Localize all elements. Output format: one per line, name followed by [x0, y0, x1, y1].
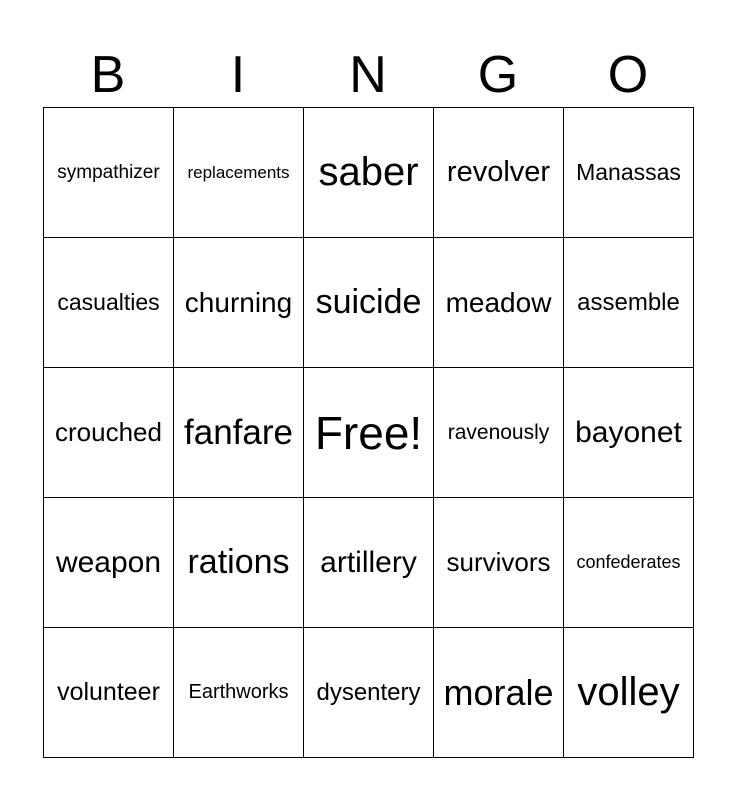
cell-label: dysentery — [316, 678, 421, 706]
cell-label: assemble — [577, 288, 680, 316]
bingo-cell — [564, 628, 694, 758]
cell-label: revolver — [446, 156, 551, 188]
cell-label: crouched — [55, 417, 162, 447]
header-letter-o: O — [607, 46, 649, 104]
bingo-cell — [44, 628, 174, 758]
free-space-label: Free! — [314, 406, 423, 459]
header-letter-b: B — [90, 46, 126, 104]
cell-label: churning — [184, 286, 293, 318]
cell-label: casualties — [57, 289, 160, 315]
bingo-cell — [564, 368, 694, 498]
cell-label: Earthworks — [188, 681, 289, 703]
cell-label: volley — [577, 670, 680, 714]
bingo-card-grid — [43, 107, 694, 758]
cell-label: volunteer — [57, 678, 160, 706]
bingo-cell — [434, 238, 564, 368]
bingo-cell — [174, 368, 304, 498]
cell-label: weapon — [55, 545, 162, 579]
free-space-cell — [304, 368, 434, 498]
cell-label: confederates — [576, 552, 681, 572]
bingo-cell — [564, 108, 694, 238]
cell-label: replacements — [187, 162, 290, 182]
bingo-cell — [564, 238, 694, 368]
cell-label: saber — [318, 150, 419, 194]
bingo-header — [43, 44, 693, 106]
bingo-cell — [434, 368, 564, 498]
header-letter-i: I — [230, 46, 246, 104]
bingo-cell — [174, 498, 304, 628]
cell-label: ravenously — [447, 420, 550, 444]
bingo-cell — [44, 368, 174, 498]
cell-label: morale — [443, 671, 554, 713]
bingo-cell — [304, 108, 434, 238]
bingo-cell — [44, 108, 174, 238]
bingo-cell — [174, 238, 304, 368]
bingo-cell — [304, 628, 434, 758]
cell-label: fanfare — [184, 412, 293, 452]
cell-label: artillery — [320, 545, 417, 579]
cell-label: suicide — [315, 283, 422, 321]
header-letter-n: N — [349, 46, 387, 104]
cell-label: sympathizer — [57, 161, 160, 183]
bingo-cell — [564, 498, 694, 628]
bingo-cell — [434, 108, 564, 238]
cell-label: bayonet — [575, 415, 682, 449]
bingo-cell — [434, 628, 564, 758]
bingo-cell — [44, 498, 174, 628]
bingo-cell — [44, 238, 174, 368]
header-letter-g: G — [477, 46, 519, 104]
bingo-cell — [174, 628, 304, 758]
cell-label: rations — [187, 543, 290, 581]
bingo-cell — [174, 108, 304, 238]
cell-label: survivors — [446, 547, 551, 577]
bingo-cell — [304, 498, 434, 628]
bingo-cell — [304, 238, 434, 368]
cell-label: Manassas — [576, 159, 681, 185]
cell-label: meadow — [445, 286, 552, 318]
bingo-cell — [434, 498, 564, 628]
